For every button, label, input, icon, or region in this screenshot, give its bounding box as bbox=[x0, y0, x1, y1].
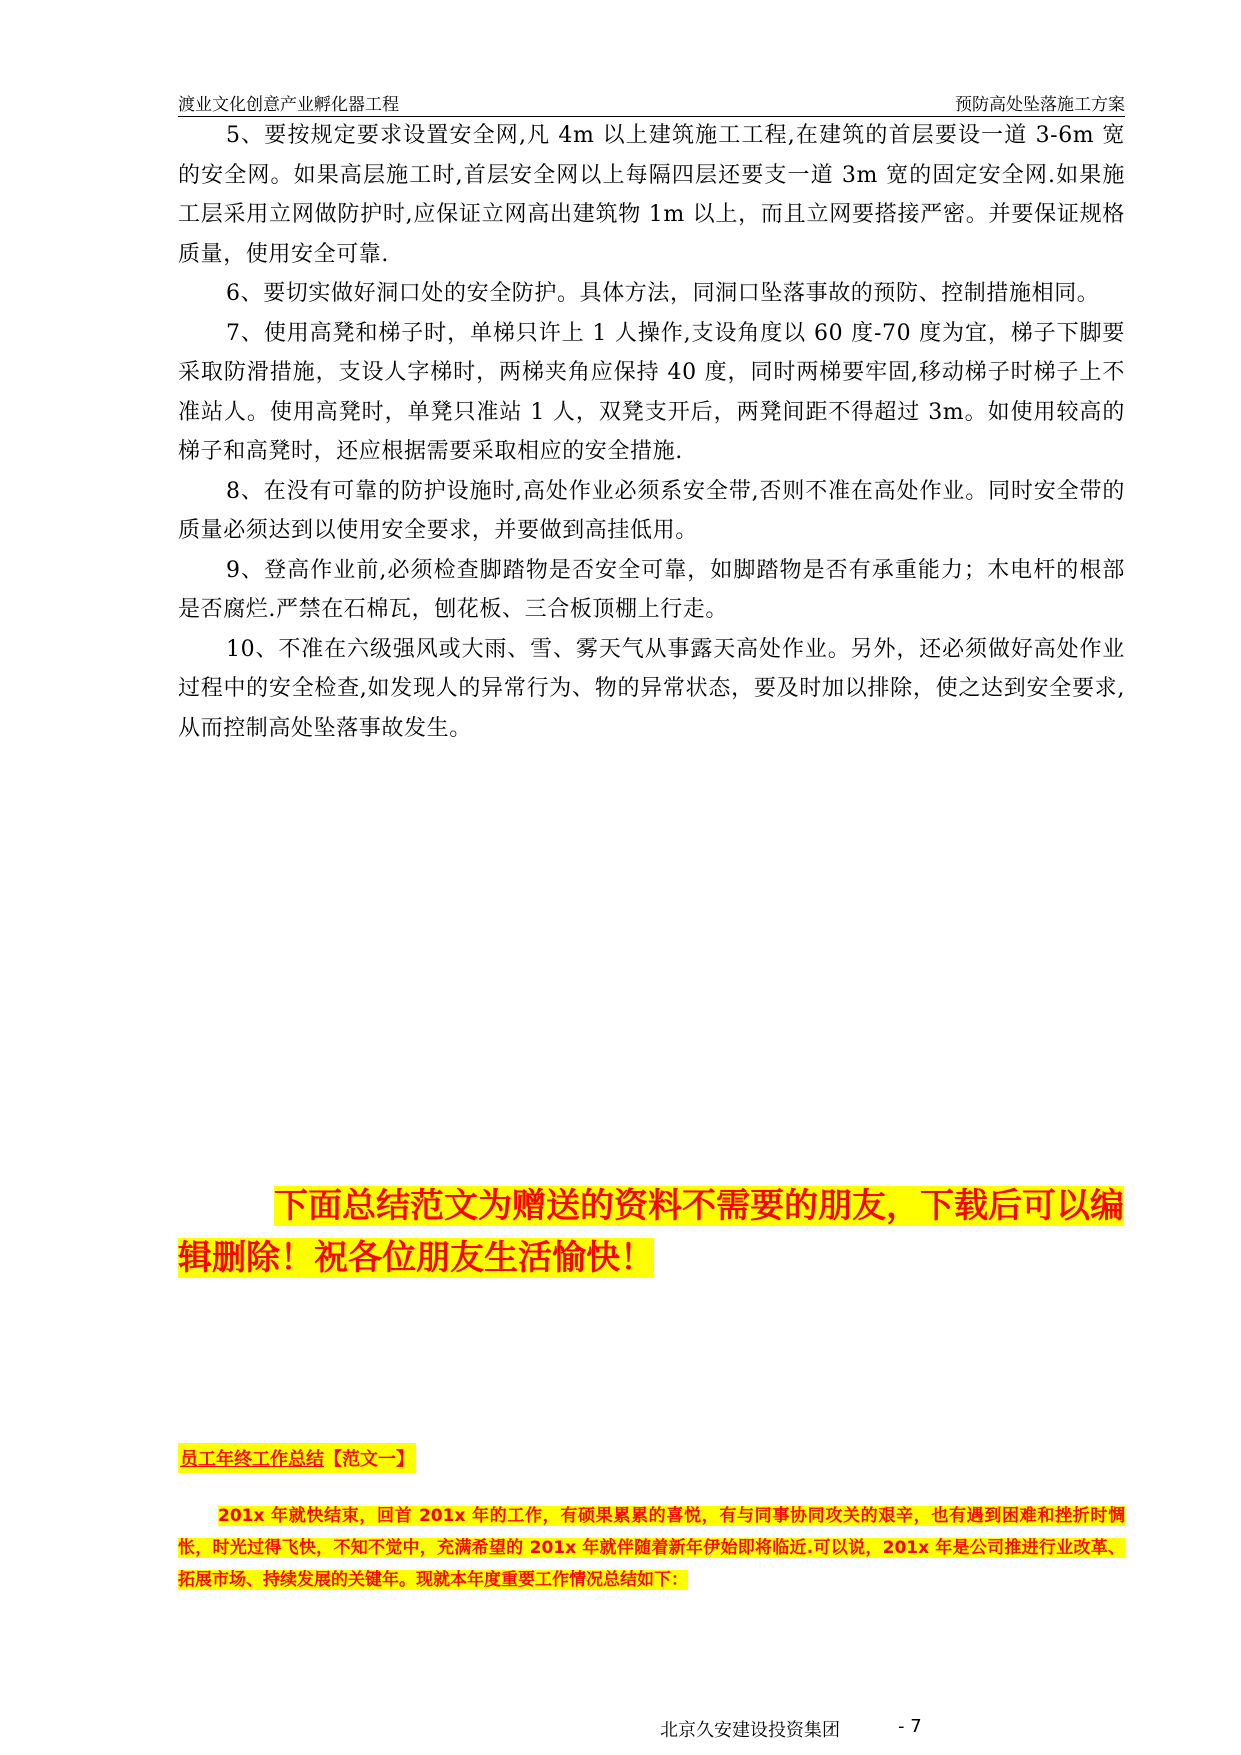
footer-company: 北京久安建设投资集团 bbox=[660, 1720, 840, 1741]
header-document-title: 预防高处坠落施工方案 bbox=[955, 95, 1125, 115]
paragraph-10: 10、不准在六级强风或大雨、雪、雾天气从事露天高处作业。另外，还必须做好高处作业过程中的安全检查,如发现人的异常行为、物的异常状态，要及时加以排除，使之达到安全要求,从而控制高处坠落事故发生。 bbox=[178, 636, 1125, 741]
sample-title-main: 员工年终工作总结 bbox=[180, 1449, 324, 1470]
document-body bbox=[178, 116, 1125, 748]
paragraph-7: 7、使用高凳和梯子时，单梯只许上 1 人操作,支设角度以 60 度-70 度为宜，梯子下脚要采取防滑措施，支设人字梯时，两梯夹角应保持 40 度，同时两梯要牢固,移动梯子时梯子上不准站人。使用高凳时，单凳只准站 1 人，双凳支开后，两凳间距不得超过 3m。如使用较高的梯子和高凳时，还应根据需要采取相应的安全措施. bbox=[178, 320, 1125, 464]
gift-notice bbox=[178, 1180, 1125, 1284]
paragraph-5: 5、要按规定要求设置安全网,凡 4m 以上建筑施工工程,在建筑的首层要设一道 3-6m 宽的安全网。如果高层施工时,首层安全网以上每隔四层还要支一道 3m 宽的固定安全网.如果施工层采用立网做防护时,应保证立网高出建筑物 1m 以上，而且立网要搭接严密。并要保证规格质量，使用安全可靠. bbox=[178, 123, 1125, 267]
sample-paragraph bbox=[178, 1500, 1125, 1596]
page-number: - 7 bbox=[898, 1716, 922, 1737]
paragraph-8: 8、在没有可靠的防护设施时,高处作业必须系安全带,否则不准在高处作业。同时安全带的质量必须达到以使用安全要求，并要做到高挂低用。 bbox=[178, 478, 1125, 543]
paragraph-9: 9、登高作业前,必须检查脚踏物是否安全可靠，如脚踏物是否有承重能力；木电杆的根部是否腐烂.严禁在石棉瓦，刨花板、三合板顶棚上行走。 bbox=[178, 557, 1125, 622]
sample-title-tag: 【范文一】 bbox=[324, 1449, 414, 1470]
sample-paragraph-text: 201x 年就快结束，回首 201x 年的工作，有硕果累累的喜悦，有与同事协同攻关的艰辛，也有遇到困难和挫折时惆怅，时光过得飞快，不知不觉中，充满希望的 201x 年就伴随着新年伊始即将临近.可以说，201x 年是公司推进行业改革、拓展市场、持续发展的关键年。现就本年度重要工作情况总结如下： bbox=[178, 1506, 1125, 1590]
gift-notice-text: 下面总结范文为赠送的资料不需要的朋友，下载后可以编辑删除！祝各位朋友生活愉快！ bbox=[178, 1186, 1124, 1278]
paragraph-6: 6、要切实做好洞口处的安全防护。具体方法，同洞口坠落事故的预防、控制措施相同。 bbox=[226, 281, 1100, 306]
page-header bbox=[178, 86, 1125, 117]
header-project-name: 渡业文化创意产业孵化器工程 bbox=[178, 95, 399, 115]
sample-title bbox=[178, 1443, 416, 1473]
